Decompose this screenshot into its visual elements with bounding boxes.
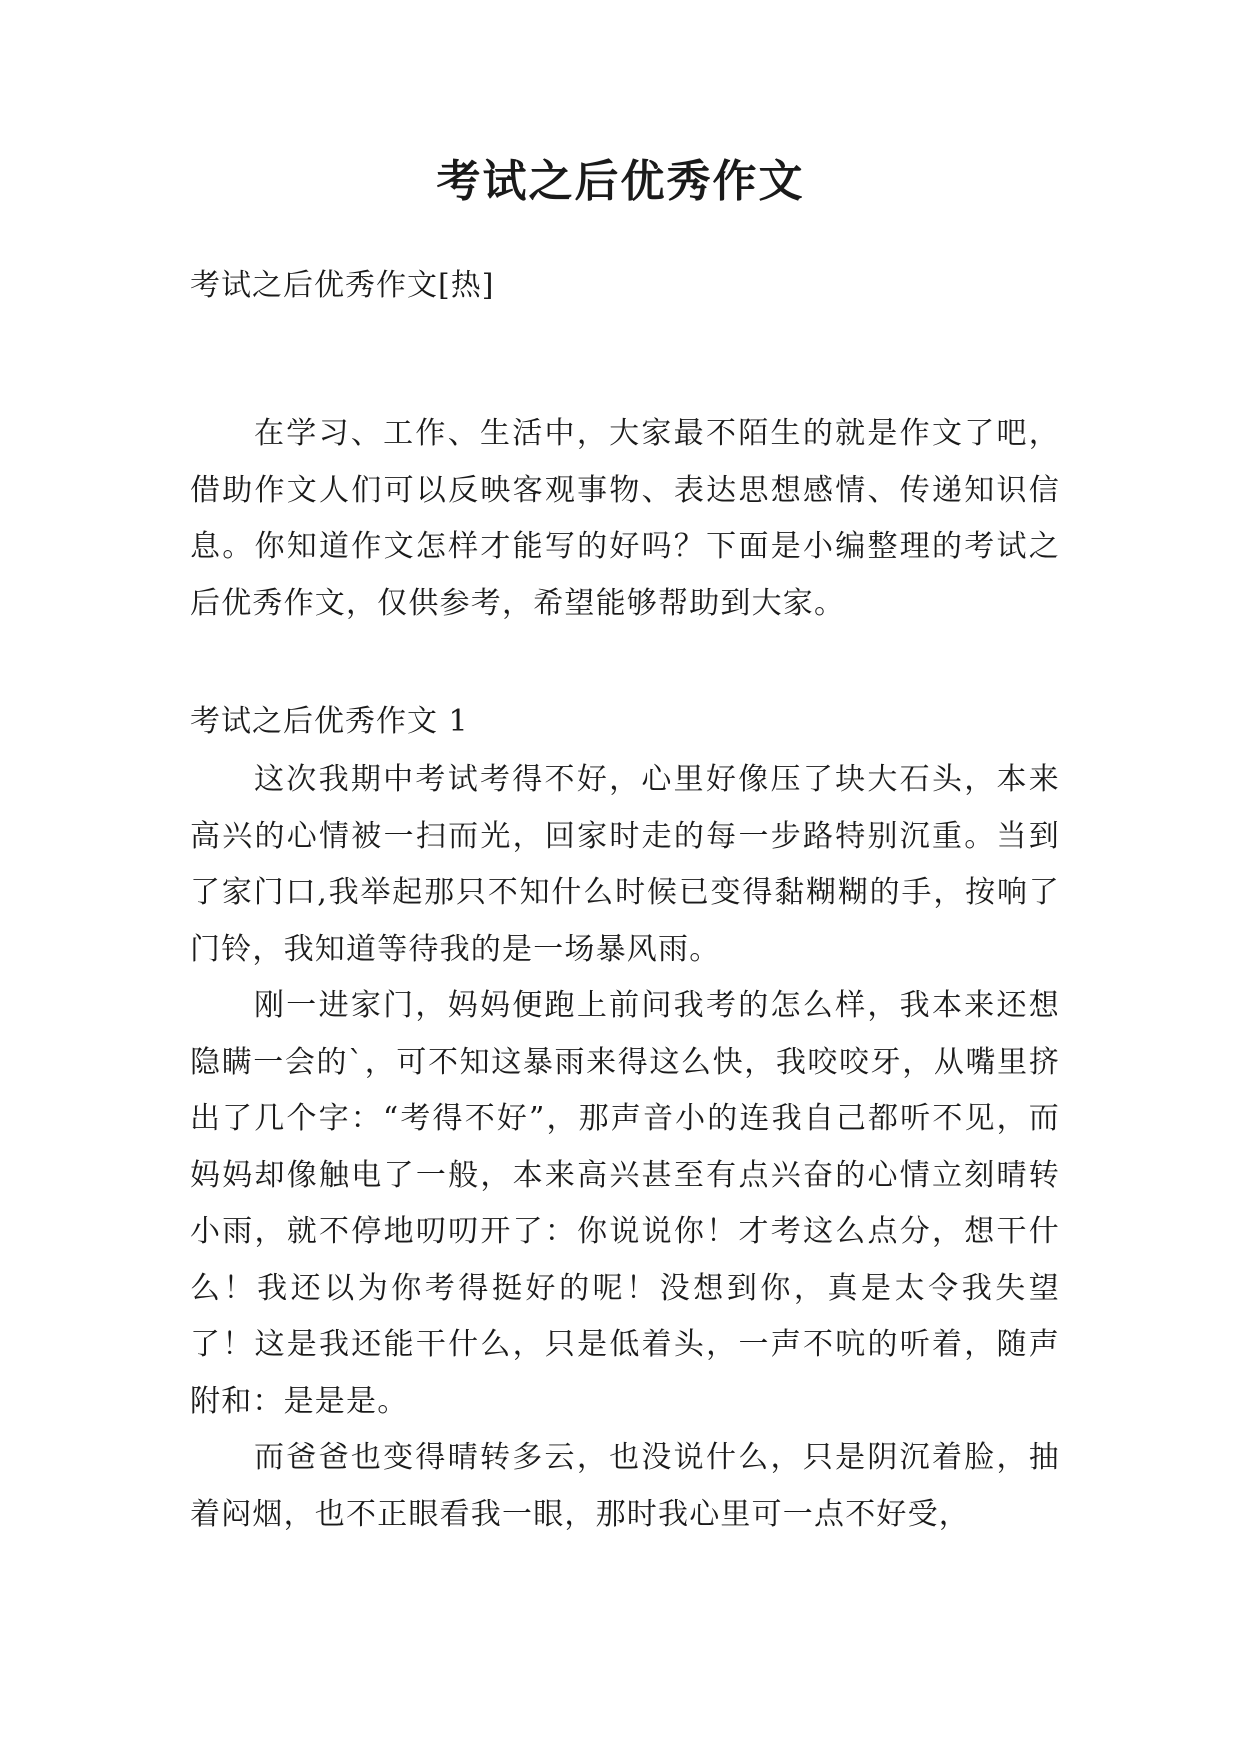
document-subtitle: 考试之后优秀作文[热]: [190, 268, 495, 303]
body-paragraph-1: 这次我期中考试考得不好，心里好像压了块大石头，本来高兴的心情被一扫而光，回家时走的每一步路特别沉重。当到了家门口,我举起那只不知什么时候已变得黏糊糊的手，按响了门铃，我知道等待我的是一场暴风雨。: [190, 762, 1060, 967]
section-heading: 考试之后优秀作文 1: [190, 704, 469, 739]
body-paragraph-2: 刚一进家门，妈妈便跑上前问我考的怎么样，我本来还想隐瞒一会的`，可不知这暴雨来得这么快，我咬咬牙，从嘴里挤出了几个字：“考得不好”，那声音小的连我自己都听不见，而妈妈却像触电了一般，本来高兴甚至有点兴奋的心情立刻晴转小雨，就不停地叨叨开了：你说说你！才考这么点分，想干什么！我还以为你考得挺好的呢！没想到你，真是太令我失望了！这是我还能干什么，只是低着头，一声不吭的听着，随声附和：是是是。: [190, 988, 1060, 1419]
body-paragraph-3: 而爸爸也变得晴转多云，也没说什么，只是阴沉着脸，抽着闷烟，也不正眼看我一眼，那时我心里可一点不好受，: [190, 1440, 1060, 1532]
document-title: 考试之后优秀作文: [436, 156, 805, 207]
intro-paragraph: 在学习、工作、生活中，大家最不陌生的就是作文了吧，借助作文人们可以反映客观事物、表达思想感情、传递知识信息。你知道作文怎样才能写的好吗？下面是小编整理的考试之后优秀作文，仅供参考，希望能够帮助到大家。: [190, 416, 1060, 621]
